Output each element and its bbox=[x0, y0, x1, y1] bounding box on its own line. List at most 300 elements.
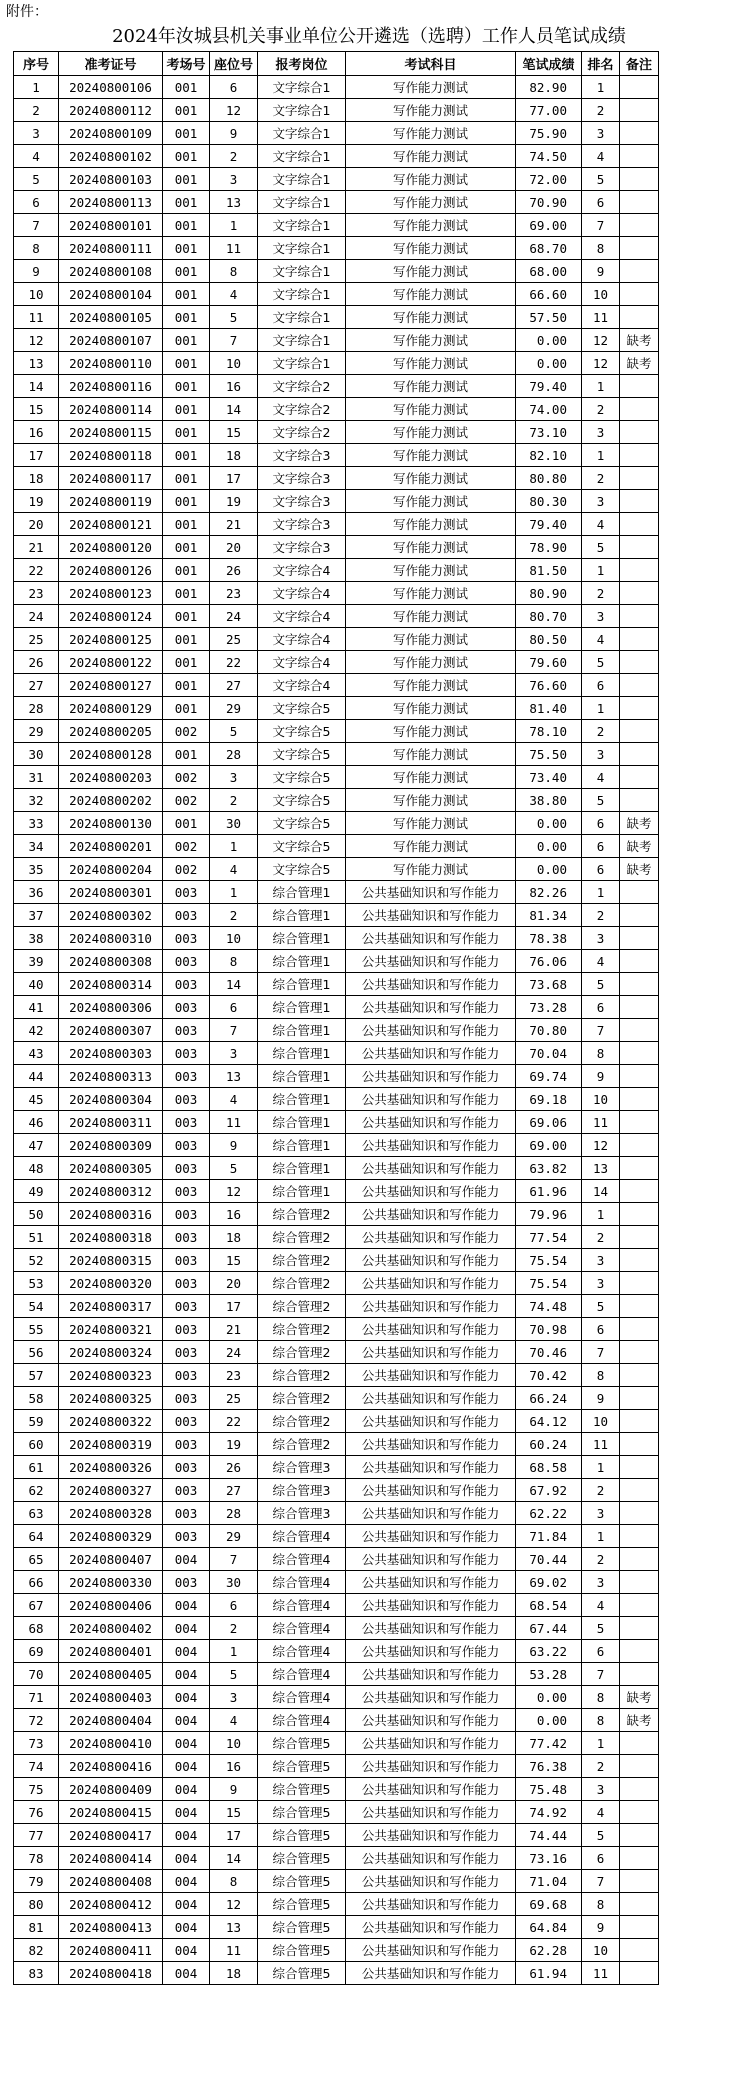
cell-remark bbox=[620, 145, 659, 168]
cell-rank: 3 bbox=[582, 122, 620, 145]
table-row bbox=[14, 1456, 659, 1479]
cell-rank: 10 bbox=[582, 1410, 620, 1433]
table-header-row bbox=[14, 52, 659, 76]
cell-subject: 公共基础知识和写作能力 bbox=[346, 1479, 516, 1502]
cell-subject: 写作能力测试 bbox=[346, 99, 516, 122]
cell-remark bbox=[620, 1801, 659, 1824]
cell-exam-room: 003 bbox=[163, 1226, 210, 1249]
cell-subject: 公共基础知识和写作能力 bbox=[346, 1732, 516, 1755]
cell-exam-room: 001 bbox=[163, 145, 210, 168]
cell-subject: 写作能力测试 bbox=[346, 398, 516, 421]
cell-subject: 写作能力测试 bbox=[346, 858, 516, 881]
cell-seat-number: 10 bbox=[210, 927, 258, 950]
cell-position: 文字综合1 bbox=[258, 145, 346, 168]
cell-position: 综合管理1 bbox=[258, 996, 346, 1019]
cell-seq: 62 bbox=[14, 1479, 59, 1502]
cell-rank: 2 bbox=[582, 1226, 620, 1249]
cell-ticket-number: 20240800124 bbox=[59, 605, 163, 628]
cell-position: 综合管理5 bbox=[258, 1870, 346, 1893]
cell-seq: 8 bbox=[14, 237, 59, 260]
cell-rank: 5 bbox=[582, 168, 620, 191]
cell-ticket-number: 20240800202 bbox=[59, 789, 163, 812]
cell-ticket-number: 20240800103 bbox=[59, 168, 163, 191]
cell-ticket-number: 20240800126 bbox=[59, 559, 163, 582]
cell-ticket-number: 20240800106 bbox=[59, 76, 163, 99]
cell-position: 综合管理2 bbox=[258, 1318, 346, 1341]
cell-subject: 公共基础知识和写作能力 bbox=[346, 1686, 516, 1709]
cell-subject: 公共基础知识和写作能力 bbox=[346, 1134, 516, 1157]
cell-position: 综合管理2 bbox=[258, 1249, 346, 1272]
cell-score: 69.06 bbox=[516, 1111, 582, 1134]
cell-rank: 3 bbox=[582, 743, 620, 766]
cell-ticket-number: 20240800113 bbox=[59, 191, 163, 214]
cell-exam-room: 003 bbox=[163, 1203, 210, 1226]
cell-seat-number: 6 bbox=[210, 76, 258, 99]
table-row bbox=[14, 1525, 659, 1548]
cell-position: 综合管理4 bbox=[258, 1709, 346, 1732]
cell-ticket-number: 20240800118 bbox=[59, 444, 163, 467]
cell-seat-number: 5 bbox=[210, 1157, 258, 1180]
cell-ticket-number: 20240800407 bbox=[59, 1548, 163, 1571]
cell-seat-number: 2 bbox=[210, 1617, 258, 1640]
cell-seat-number: 23 bbox=[210, 582, 258, 605]
cell-position: 综合管理1 bbox=[258, 881, 346, 904]
cell-position: 综合管理2 bbox=[258, 1295, 346, 1318]
cell-score: 79.40 bbox=[516, 375, 582, 398]
cell-seq: 10 bbox=[14, 283, 59, 306]
cell-seq: 50 bbox=[14, 1203, 59, 1226]
cell-ticket-number: 20240800330 bbox=[59, 1571, 163, 1594]
cell-exam-room: 003 bbox=[163, 1111, 210, 1134]
cell-seat-number: 24 bbox=[210, 1341, 258, 1364]
cell-remark bbox=[620, 1065, 659, 1088]
cell-subject: 写作能力测试 bbox=[346, 76, 516, 99]
cell-seat-number: 16 bbox=[210, 375, 258, 398]
cell-position: 综合管理3 bbox=[258, 1479, 346, 1502]
cell-exam-room: 003 bbox=[163, 1065, 210, 1088]
cell-exam-room: 001 bbox=[163, 260, 210, 283]
cell-seq: 76 bbox=[14, 1801, 59, 1824]
cell-seat-number: 5 bbox=[210, 1663, 258, 1686]
cell-seat-number: 26 bbox=[210, 559, 258, 582]
cell-rank: 12 bbox=[582, 352, 620, 375]
cell-remark bbox=[620, 1732, 659, 1755]
cell-seat-number: 7 bbox=[210, 1019, 258, 1042]
cell-remark bbox=[620, 1594, 659, 1617]
cell-seat-number: 17 bbox=[210, 467, 258, 490]
cell-ticket-number: 20240800311 bbox=[59, 1111, 163, 1134]
cell-exam-room: 001 bbox=[163, 122, 210, 145]
table-row bbox=[14, 329, 659, 352]
cell-score: 0.00 bbox=[516, 812, 582, 835]
cell-subject: 公共基础知识和写作能力 bbox=[346, 1663, 516, 1686]
cell-remark bbox=[620, 904, 659, 927]
cell-seat-number: 18 bbox=[210, 444, 258, 467]
cell-exam-room: 004 bbox=[163, 1962, 210, 1985]
cell-seat-number: 9 bbox=[210, 1778, 258, 1801]
table-row bbox=[14, 191, 659, 214]
cell-remark bbox=[620, 674, 659, 697]
cell-remark bbox=[620, 1502, 659, 1525]
cell-remark bbox=[620, 996, 659, 1019]
cell-rank: 8 bbox=[582, 1686, 620, 1709]
header-remark: 备注 bbox=[620, 52, 659, 76]
cell-remark bbox=[620, 1847, 659, 1870]
table-row bbox=[14, 467, 659, 490]
cell-exam-room: 002 bbox=[163, 835, 210, 858]
cell-score: 61.96 bbox=[516, 1180, 582, 1203]
cell-rank: 2 bbox=[582, 1755, 620, 1778]
cell-position: 综合管理3 bbox=[258, 1456, 346, 1479]
cell-position: 文字综合1 bbox=[258, 237, 346, 260]
cell-remark bbox=[620, 1295, 659, 1318]
cell-subject: 公共基础知识和写作能力 bbox=[346, 1548, 516, 1571]
cell-subject: 写作能力测试 bbox=[346, 444, 516, 467]
cell-score: 78.38 bbox=[516, 927, 582, 950]
cell-seat-number: 23 bbox=[210, 1364, 258, 1387]
cell-exam-room: 003 bbox=[163, 1479, 210, 1502]
table-row bbox=[14, 582, 659, 605]
cell-remark bbox=[620, 1111, 659, 1134]
cell-ticket-number: 20240800108 bbox=[59, 260, 163, 283]
cell-exam-room: 004 bbox=[163, 1778, 210, 1801]
cell-remark bbox=[620, 1617, 659, 1640]
cell-ticket-number: 20240800417 bbox=[59, 1824, 163, 1847]
cell-position: 综合管理2 bbox=[258, 1203, 346, 1226]
cell-position: 综合管理5 bbox=[258, 1962, 346, 1985]
cell-exam-room: 001 bbox=[163, 605, 210, 628]
cell-seq: 28 bbox=[14, 697, 59, 720]
cell-ticket-number: 20240800415 bbox=[59, 1801, 163, 1824]
cell-score: 73.10 bbox=[516, 421, 582, 444]
table-row bbox=[14, 444, 659, 467]
cell-remark bbox=[620, 720, 659, 743]
cell-score: 60.24 bbox=[516, 1433, 582, 1456]
cell-remark bbox=[620, 467, 659, 490]
cell-exam-room: 001 bbox=[163, 513, 210, 536]
table-row bbox=[14, 1663, 659, 1686]
cell-rank: 3 bbox=[582, 927, 620, 950]
cell-seq: 39 bbox=[14, 950, 59, 973]
cell-exam-room: 003 bbox=[163, 1272, 210, 1295]
cell-remark bbox=[620, 950, 659, 973]
cell-position: 综合管理2 bbox=[258, 1410, 346, 1433]
cell-subject: 写作能力测试 bbox=[346, 191, 516, 214]
table-row bbox=[14, 1065, 659, 1088]
cell-subject: 写作能力测试 bbox=[346, 835, 516, 858]
cell-position: 综合管理5 bbox=[258, 1778, 346, 1801]
cell-seat-number: 4 bbox=[210, 1709, 258, 1732]
cell-seat-number: 3 bbox=[210, 1686, 258, 1709]
cell-remark bbox=[620, 1525, 659, 1548]
cell-position: 综合管理2 bbox=[258, 1226, 346, 1249]
cell-rank: 7 bbox=[582, 214, 620, 237]
cell-seat-number: 17 bbox=[210, 1824, 258, 1847]
cell-seat-number: 11 bbox=[210, 237, 258, 260]
table-body bbox=[14, 76, 659, 1985]
cell-score: 0.00 bbox=[516, 329, 582, 352]
table-row bbox=[14, 858, 659, 881]
cell-seat-number: 3 bbox=[210, 1042, 258, 1065]
cell-remark bbox=[620, 513, 659, 536]
cell-exam-room: 003 bbox=[163, 1318, 210, 1341]
cell-seat-number: 29 bbox=[210, 697, 258, 720]
cell-seq: 67 bbox=[14, 1594, 59, 1617]
cell-ticket-number: 20240800414 bbox=[59, 1847, 163, 1870]
table-row bbox=[14, 1272, 659, 1295]
cell-seq: 32 bbox=[14, 789, 59, 812]
cell-remark bbox=[620, 628, 659, 651]
cell-ticket-number: 20240800301 bbox=[59, 881, 163, 904]
cell-seat-number: 3 bbox=[210, 168, 258, 191]
cell-seq: 63 bbox=[14, 1502, 59, 1525]
cell-subject: 公共基础知识和写作能力 bbox=[346, 1318, 516, 1341]
cell-remark bbox=[620, 283, 659, 306]
table-row bbox=[14, 1548, 659, 1571]
cell-score: 76.60 bbox=[516, 674, 582, 697]
cell-seq: 35 bbox=[14, 858, 59, 881]
cell-rank: 5 bbox=[582, 789, 620, 812]
cell-score: 64.84 bbox=[516, 1916, 582, 1939]
cell-rank: 3 bbox=[582, 421, 620, 444]
cell-position: 文字综合1 bbox=[258, 306, 346, 329]
cell-seq: 77 bbox=[14, 1824, 59, 1847]
cell-exam-room: 002 bbox=[163, 766, 210, 789]
cell-subject: 写作能力测试 bbox=[346, 536, 516, 559]
cell-score: 77.42 bbox=[516, 1732, 582, 1755]
cell-subject: 写作能力测试 bbox=[346, 145, 516, 168]
cell-score: 81.50 bbox=[516, 559, 582, 582]
cell-rank: 10 bbox=[582, 1088, 620, 1111]
cell-seq: 46 bbox=[14, 1111, 59, 1134]
cell-score: 75.50 bbox=[516, 743, 582, 766]
cell-score: 75.48 bbox=[516, 1778, 582, 1801]
table-row bbox=[14, 1157, 659, 1180]
cell-position: 文字综合1 bbox=[258, 214, 346, 237]
table-row bbox=[14, 1479, 659, 1502]
cell-ticket-number: 20240800326 bbox=[59, 1456, 163, 1479]
cell-subject: 公共基础知识和写作能力 bbox=[346, 1962, 516, 1985]
cell-position: 文字综合5 bbox=[258, 858, 346, 881]
table-row bbox=[14, 1824, 659, 1847]
cell-seq: 49 bbox=[14, 1180, 59, 1203]
cell-ticket-number: 20240800101 bbox=[59, 214, 163, 237]
cell-seat-number: 20 bbox=[210, 1272, 258, 1295]
cell-ticket-number: 20240800322 bbox=[59, 1410, 163, 1433]
cell-seat-number: 7 bbox=[210, 329, 258, 352]
cell-position: 文字综合2 bbox=[258, 421, 346, 444]
cell-subject: 写作能力测试 bbox=[346, 329, 516, 352]
cell-rank: 9 bbox=[582, 260, 620, 283]
cell-rank: 2 bbox=[582, 1548, 620, 1571]
cell-seq: 59 bbox=[14, 1410, 59, 1433]
cell-rank: 10 bbox=[582, 283, 620, 306]
cell-subject: 公共基础知识和写作能力 bbox=[346, 927, 516, 950]
cell-rank: 2 bbox=[582, 582, 620, 605]
cell-score: 62.22 bbox=[516, 1502, 582, 1525]
cell-seq: 81 bbox=[14, 1916, 59, 1939]
cell-score: 77.00 bbox=[516, 99, 582, 122]
cell-exam-room: 004 bbox=[163, 1640, 210, 1663]
cell-seat-number: 6 bbox=[210, 1594, 258, 1617]
cell-exam-room: 003 bbox=[163, 1134, 210, 1157]
cell-position: 文字综合2 bbox=[258, 398, 346, 421]
cell-remark bbox=[620, 1778, 659, 1801]
cell-subject: 公共基础知识和写作能力 bbox=[346, 1088, 516, 1111]
cell-ticket-number: 20240800104 bbox=[59, 283, 163, 306]
cell-seat-number: 9 bbox=[210, 1134, 258, 1157]
cell-seat-number: 6 bbox=[210, 996, 258, 1019]
cell-subject: 公共基础知识和写作能力 bbox=[346, 1916, 516, 1939]
cell-seat-number: 11 bbox=[210, 1939, 258, 1962]
cell-position: 文字综合1 bbox=[258, 122, 346, 145]
cell-remark: 缺考 bbox=[620, 1686, 659, 1709]
cell-seat-number: 10 bbox=[210, 352, 258, 375]
cell-exam-room: 004 bbox=[163, 1870, 210, 1893]
cell-seat-number: 12 bbox=[210, 1893, 258, 1916]
cell-rank: 1 bbox=[582, 559, 620, 582]
cell-seq: 27 bbox=[14, 674, 59, 697]
cell-ticket-number: 20240800319 bbox=[59, 1433, 163, 1456]
cell-remark bbox=[620, 1088, 659, 1111]
cell-rank: 11 bbox=[582, 1111, 620, 1134]
cell-exam-room: 003 bbox=[163, 1387, 210, 1410]
cell-seq: 78 bbox=[14, 1847, 59, 1870]
cell-remark bbox=[620, 697, 659, 720]
cell-subject: 公共基础知识和写作能力 bbox=[346, 1939, 516, 1962]
cell-position: 综合管理1 bbox=[258, 1111, 346, 1134]
cell-ticket-number: 20240800129 bbox=[59, 697, 163, 720]
cell-ticket-number: 20240800201 bbox=[59, 835, 163, 858]
cell-position: 综合管理5 bbox=[258, 1801, 346, 1824]
cell-rank: 11 bbox=[582, 1433, 620, 1456]
header-ticket-number: 准考证号 bbox=[59, 52, 163, 76]
cell-exam-room: 003 bbox=[163, 1433, 210, 1456]
cell-ticket-number: 20240800408 bbox=[59, 1870, 163, 1893]
cell-subject: 写作能力测试 bbox=[346, 559, 516, 582]
cell-rank: 1 bbox=[582, 1456, 620, 1479]
cell-seat-number: 1 bbox=[210, 881, 258, 904]
cell-ticket-number: 20240800409 bbox=[59, 1778, 163, 1801]
cell-remark bbox=[620, 1456, 659, 1479]
cell-seq: 38 bbox=[14, 927, 59, 950]
cell-seq: 54 bbox=[14, 1295, 59, 1318]
cell-ticket-number: 20240800406 bbox=[59, 1594, 163, 1617]
cell-seat-number: 19 bbox=[210, 490, 258, 513]
cell-seq: 82 bbox=[14, 1939, 59, 1962]
cell-subject: 写作能力测试 bbox=[346, 605, 516, 628]
cell-subject: 公共基础知识和写作能力 bbox=[346, 1433, 516, 1456]
cell-score: 77.54 bbox=[516, 1226, 582, 1249]
table-row bbox=[14, 1755, 659, 1778]
cell-score: 70.98 bbox=[516, 1318, 582, 1341]
cell-ticket-number: 20240800329 bbox=[59, 1525, 163, 1548]
cell-position: 文字综合1 bbox=[258, 168, 346, 191]
cell-seq: 44 bbox=[14, 1065, 59, 1088]
cell-position: 综合管理1 bbox=[258, 904, 346, 927]
cell-score: 0.00 bbox=[516, 835, 582, 858]
cell-seq: 61 bbox=[14, 1456, 59, 1479]
cell-exam-room: 004 bbox=[163, 1686, 210, 1709]
cell-subject: 写作能力测试 bbox=[346, 789, 516, 812]
table-row bbox=[14, 674, 659, 697]
cell-exam-room: 003 bbox=[163, 1088, 210, 1111]
cell-subject: 写作能力测试 bbox=[346, 237, 516, 260]
cell-seat-number: 4 bbox=[210, 283, 258, 306]
cell-rank: 6 bbox=[582, 674, 620, 697]
cell-seat-number: 11 bbox=[210, 1111, 258, 1134]
table-row bbox=[14, 260, 659, 283]
cell-subject: 写作能力测试 bbox=[346, 582, 516, 605]
cell-exam-room: 004 bbox=[163, 1709, 210, 1732]
cell-exam-room: 004 bbox=[163, 1617, 210, 1640]
cell-position: 文字综合3 bbox=[258, 467, 346, 490]
cell-exam-room: 001 bbox=[163, 559, 210, 582]
cell-seat-number: 8 bbox=[210, 1870, 258, 1893]
cell-seq: 19 bbox=[14, 490, 59, 513]
cell-rank: 4 bbox=[582, 628, 620, 651]
cell-seq: 52 bbox=[14, 1249, 59, 1272]
cell-remark bbox=[620, 1410, 659, 1433]
cell-position: 文字综合5 bbox=[258, 812, 346, 835]
cell-rank: 2 bbox=[582, 99, 620, 122]
cell-score: 69.68 bbox=[516, 1893, 582, 1916]
cell-exam-room: 001 bbox=[163, 490, 210, 513]
cell-seat-number: 22 bbox=[210, 1410, 258, 1433]
cell-seq: 80 bbox=[14, 1893, 59, 1916]
cell-ticket-number: 20240800320 bbox=[59, 1272, 163, 1295]
cell-seq: 40 bbox=[14, 973, 59, 996]
header-position: 报考岗位 bbox=[258, 52, 346, 76]
cell-subject: 写作能力测试 bbox=[346, 490, 516, 513]
cell-score: 82.10 bbox=[516, 444, 582, 467]
cell-remark bbox=[620, 1387, 659, 1410]
cell-ticket-number: 20240800328 bbox=[59, 1502, 163, 1525]
cell-seq: 24 bbox=[14, 605, 59, 628]
cell-position: 文字综合5 bbox=[258, 789, 346, 812]
table-row bbox=[14, 1019, 659, 1042]
cell-seq: 83 bbox=[14, 1962, 59, 1985]
cell-exam-room: 001 bbox=[163, 421, 210, 444]
cell-score: 63.82 bbox=[516, 1157, 582, 1180]
cell-ticket-number: 20240800112 bbox=[59, 99, 163, 122]
cell-exam-room: 003 bbox=[163, 1364, 210, 1387]
cell-seat-number: 12 bbox=[210, 1180, 258, 1203]
cell-rank: 7 bbox=[582, 1341, 620, 1364]
table-row bbox=[14, 789, 659, 812]
cell-subject: 写作能力测试 bbox=[346, 421, 516, 444]
cell-subject: 公共基础知识和写作能力 bbox=[346, 1893, 516, 1916]
cell-position: 综合管理1 bbox=[258, 973, 346, 996]
cell-seat-number: 28 bbox=[210, 1502, 258, 1525]
cell-subject: 公共基础知识和写作能力 bbox=[346, 1249, 516, 1272]
cell-ticket-number: 20240800321 bbox=[59, 1318, 163, 1341]
cell-position: 文字综合4 bbox=[258, 651, 346, 674]
cell-score: 69.00 bbox=[516, 214, 582, 237]
cell-remark bbox=[620, 1180, 659, 1203]
cell-rank: 9 bbox=[582, 1065, 620, 1088]
table-row bbox=[14, 628, 659, 651]
cell-subject: 公共基础知识和写作能力 bbox=[346, 1042, 516, 1065]
cell-ticket-number: 20240800122 bbox=[59, 651, 163, 674]
cell-seat-number: 18 bbox=[210, 1962, 258, 1985]
cell-rank: 5 bbox=[582, 536, 620, 559]
cell-remark bbox=[620, 927, 659, 950]
cell-ticket-number: 20240800325 bbox=[59, 1387, 163, 1410]
cell-ticket-number: 20240800130 bbox=[59, 812, 163, 835]
cell-seq: 3 bbox=[14, 122, 59, 145]
cell-ticket-number: 20240800114 bbox=[59, 398, 163, 421]
